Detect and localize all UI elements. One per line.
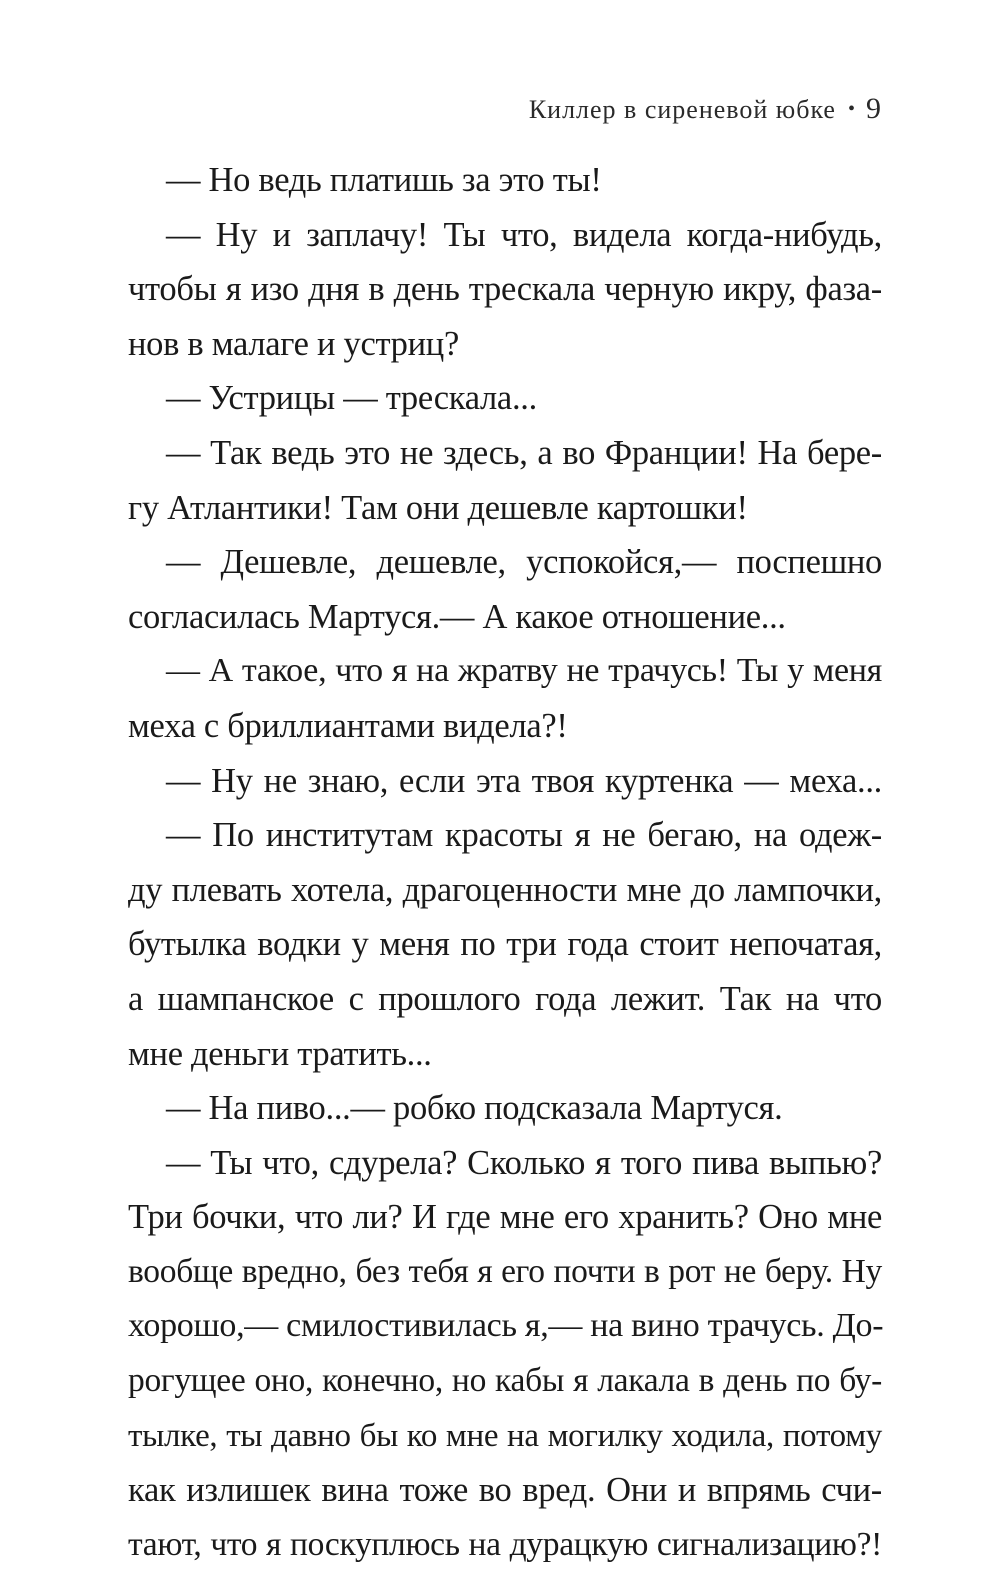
text-line: — Так ведь это не здесь, а во Франции! На бере-: [166, 433, 882, 472]
text-line: — Устрицы — трескала...: [166, 379, 537, 418]
header-bullet: •: [847, 98, 856, 120]
text-line: тают, что я поскуплюсь на дурацкую сигнализацию?!: [128, 1525, 882, 1563]
text-line: согласилась Мартуся.— А какое отношение...: [128, 597, 786, 636]
text-line: — Ты что, сдурела? Сколько я того пива выпью?: [166, 1143, 882, 1182]
text-line: нов в малаге и устриц?: [128, 324, 459, 363]
text-line: — А такое, что я на жратву не трачусь! Ты у меня: [166, 652, 882, 690]
text-line: Три бочки, что ли? И где мне его хранить? Оно мне: [128, 1198, 882, 1237]
text-line: как излишек вина тоже во вред. Они и впрямь счи-: [128, 1471, 882, 1510]
text-line: — Ну и заплачу! Ты что, видела когда-нибудь,: [166, 215, 882, 254]
book-title: Киллер в сиреневой юбке: [528, 95, 836, 124]
text-line: — На пиво...— робко подсказала Мартуся.: [166, 1089, 783, 1128]
text-line: хорошо,— смилостивилась я,— на вино трачусь. До-: [128, 1307, 884, 1345]
text-line: меха с бриллиантами видела?!: [128, 706, 568, 745]
text-line: — По институтам красоты я не бегаю, на одеж-: [166, 816, 882, 855]
text-line: бутылка водки у меня по три года стоит непочатая,: [128, 925, 882, 964]
text-line: — Ну не знаю, если эта твоя куртенка — меха...: [166, 761, 882, 800]
body-text: [128, 153, 882, 1572]
page-number: 9: [866, 92, 882, 125]
text-line: вообще вредно, без тебя я его почти в рот не беру. Ну: [128, 1252, 882, 1290]
running-header: [529, 92, 882, 126]
text-line: мне деньги тратить...: [128, 1034, 432, 1073]
text-line: а шампанское с прошлого года лежит. Так на что: [128, 979, 882, 1018]
text-line: тылке, ты давно бы ко мне на могилку ходила, потому: [128, 1417, 882, 1454]
text-line: — Дешевле, дешевле, успокойся,— поспешно: [166, 543, 882, 582]
text-line: — Но ведь платишь за это ты!: [166, 161, 602, 199]
text-line: рогущее оно, конечно, но кабы я лакала в день по бу-: [128, 1362, 882, 1400]
text-line: чтобы я изо дня в день трескала черную икру, фаза-: [128, 270, 882, 309]
text-line: гу Атлантики! Там они дешевле картошки!: [128, 488, 748, 527]
text-line: ду плевать хотела, драгоценности мне до лампочки,: [128, 870, 882, 909]
